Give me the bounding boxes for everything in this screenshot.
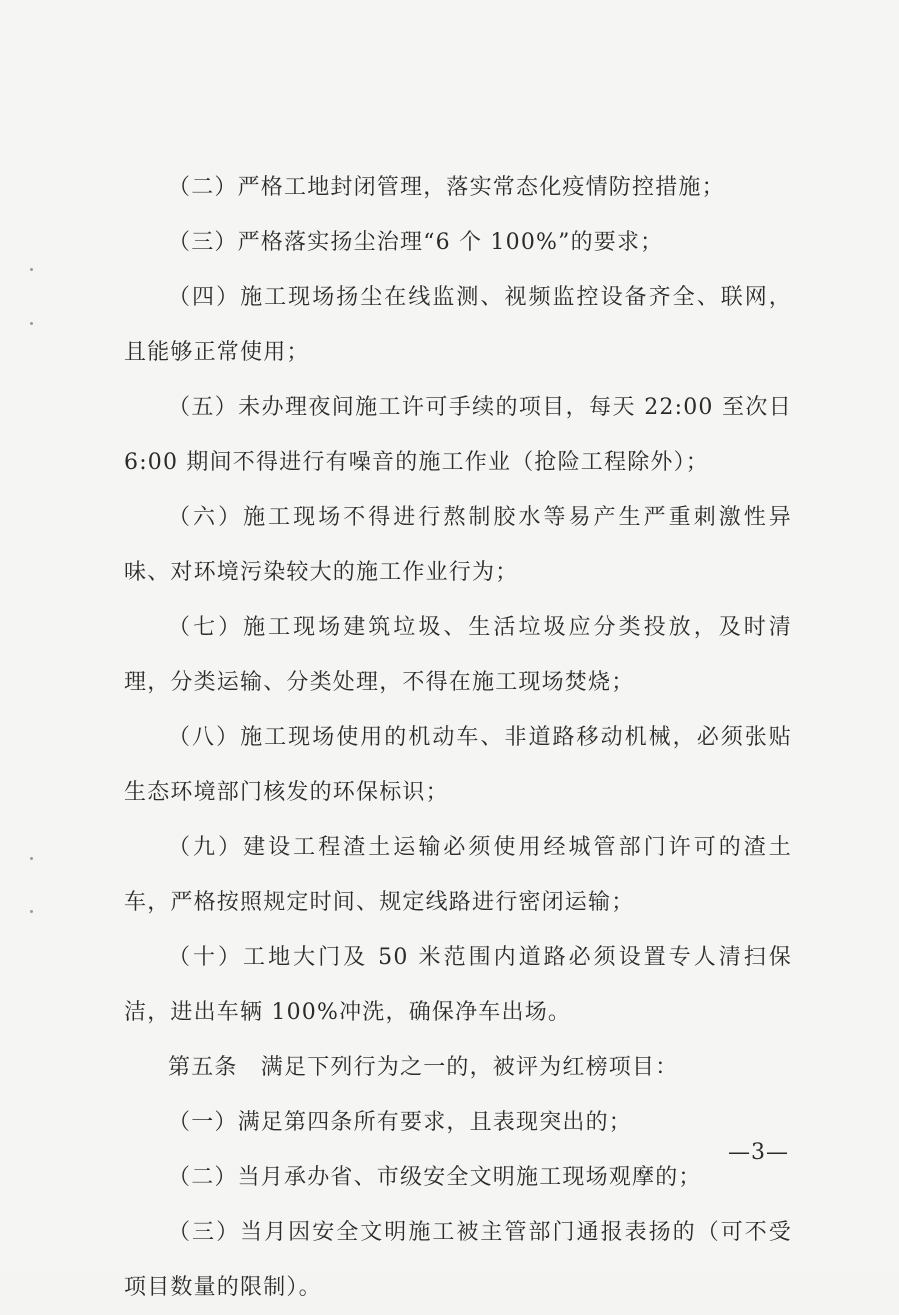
paragraph-item-9: （九）建设工程渣土运输必须使用经城管部门许可的渣土车，严格按照规定时间、规定线路进行密闭运输； xyxy=(124,835,792,915)
paragraph-item-7: （七）施工现场建筑垃圾、生活垃圾应分类投放，及时清理，分类运输、分类处理，不得在施工现场焚烧； xyxy=(124,615,792,695)
scan-speck xyxy=(30,322,33,325)
scan-speck xyxy=(30,910,33,913)
paragraph-item-8: （八）施工现场使用的机动车、非道路移动机械，必须张贴生态环境部门核发的环保标识； xyxy=(124,725,792,805)
paragraph-item-6: （六）施工现场不得进行熬制胶水等易产生严重刺激性异味、对环境污染较大的施工作业行为； xyxy=(124,505,792,585)
paragraph-item-3: （三）严格落实扬尘治理“6 个 100%”的要求； xyxy=(168,230,664,255)
red-list-item-1: （一）满足第四条所有要求，且表现突出的； xyxy=(168,1110,633,1135)
paragraph-item-10: （十）工地大门及 50 米范围内道路必须设置专人清扫保洁，进出车辆 100%冲洗，确保净车出场。 xyxy=(124,945,792,1025)
article-five-heading: 第五条 满足下列行为之一的，被评为红榜项目： xyxy=(168,1055,679,1080)
page-number: —3— xyxy=(728,1140,789,1165)
red-list-item-3: （三）当月因安全文明施工被主管部门通报表扬的（可不受项目数量的限制）。 xyxy=(124,1220,792,1300)
red-list-item-2: （二）当月承办省、市级安全文明施工现场观摩的； xyxy=(168,1165,702,1190)
document-body xyxy=(124,160,792,1315)
paragraph-item-2: （二）严格工地封闭管理，落实常态化疫情防控措施； xyxy=(168,175,725,200)
scan-speck xyxy=(30,268,33,271)
paragraph-item-5: （五）未办理夜间施工许可手续的项目，每天 22:00 至次日 6:00 期间不得进行有噪音的施工作业（抢险工程除外）； xyxy=(124,395,792,475)
scan-speck xyxy=(30,857,33,860)
paragraph-item-4: （四）施工现场扬尘在线监测、视频监控设备齐全、联网，且能够正常使用； xyxy=(124,285,792,365)
